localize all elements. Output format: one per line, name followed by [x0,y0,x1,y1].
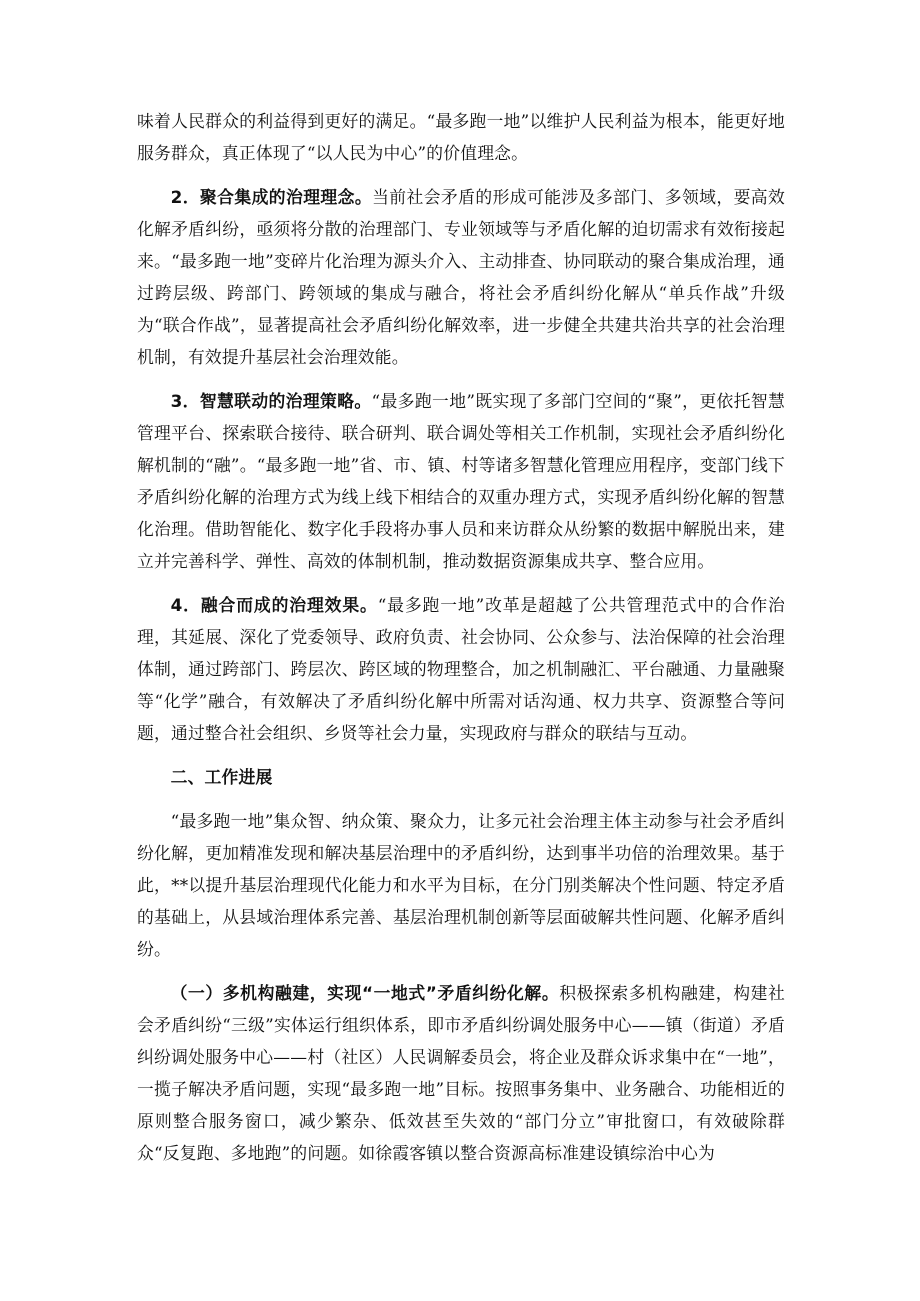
subsection-title: （一）多机构融建，实现“一地式”矛盾纠纷化解。 [170,983,560,1003]
section-intro-paragraph [137,805,785,965]
item-title-4: 4．融合而成的治理效果。 [170,595,378,615]
continuation-paragraph [137,105,785,169]
item-title-3: 3．智慧联动的治理策略。 [170,391,372,411]
section-intro-text: “最多跑一地”集众智、纳众策、聚众力，让多元社会治理主体主动参与社会矛盾纠纷化解，更加精准发现和解决基层治理中的矛盾纠纷，达到事半功倍的治理效果。基于此，**以提升基层治理现代化能力和水平为目标，在分门别类解决个性问题、特定矛盾的基础上，从县域治理体系完善、基层治理机制创新等层面破解共性问题、化解矛盾纠纷。 [137,811,785,959]
item-text-2: 当前社会矛盾的形成可能涉及多部门、多领域，要高效化解矛盾纠纷，亟须将分散的治理部门、专业领域等与矛盾化解的迫切需求有效衔接起来。“最多跑一地”变碎片化治理为源头介入、主动排查、协同联动的聚合集成治理，通过跨层级、跨部门、跨领域的集成与融合，将社会矛盾纠纷化解从“单兵作战”升级为“联合作战”，显著提高社会矛盾纠纷化解效率，进一步健全共建共治共享的社会治理机制，有效提升基层社会治理效能。 [137,187,786,367]
document-body [137,105,785,1181]
item-text-4: “最多跑一地”改革是超越了公共管理范式中的合作治理，其延展、深化了党委领导、政府负责、社会协同、公众参与、法治保障的社会治理体制，通过跨部门、跨层次、跨区域的物理整合，加之机制融汇、平台融通、力量融聚等“化学”融合，有效解决了矛盾纠纷化解中所需对话沟通、权力共享、资源整合等问题，通过整合社会组织、乡贤等社会力量，实现政府与群众的联结与互动。 [137,595,786,743]
item-text-3: “最多跑一地”既实现了多部门空间的“聚”，更依托智慧管理平台、探索联合接待、联合研判、联合调处等相关工作机制，实现社会矛盾纠纷化解机制的“融”。“最多跑一地”省、市、镇、村等诸多智慧化管理应用程序，变部门线下矛盾纠纷化解的治理方式为线上线下相结合的双重办理方式，实现矛盾纠纷化解的智慧化治理。借助智能化、数字化手段将办事人员和来访群众从纷繁的数据中解脱出来，建立并完善科学、弹性、高效的体制机制，推动数据资源集成共享、整合应用。 [137,391,785,571]
section-heading: 二、工作进展 [170,767,273,787]
item-paragraph-3 [137,385,785,577]
item-paragraph-4 [137,589,785,749]
continuation-text: 味着人民群众的利益得到更好的满足。“最多跑一地”以维护人民利益为根本，能更好地服务群众，真正体现了“以人民为中心”的价值理念。 [137,111,785,163]
item-paragraph-2 [137,181,785,373]
subsection-text: 积极探索多机构融建，构建社会矛盾纠纷“三级”实体运行组织体系，即市矛盾纠纷调处服务中心——镇（街道）矛盾纠纷调处服务中心——村（社区）人民调解委员会，将企业及群众诉求集中在“一地”，一揽子解决矛盾问题，实现“最多跑一地”目标。按照事务集中、业务融合、功能相近的原则整合服务窗口，减少繁杂、低效甚至失效的“部门分立”审批窗口，有效破除群众“反复跑、多地跑”的问题。如徐霞客镇以整合资源高标准建设镇综治中心为 [137,983,785,1163]
item-title-2: 2．聚合集成的治理理念。 [170,187,373,207]
subsection-paragraph [137,977,785,1169]
